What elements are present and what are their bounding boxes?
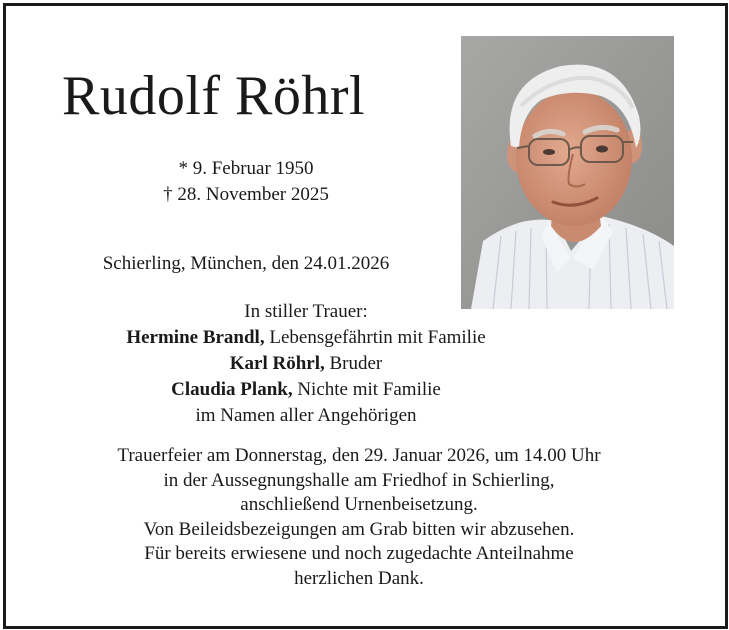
mourner-name: Claudia Plank, — [171, 379, 293, 400]
obituary-notice — [3, 3, 728, 629]
death-date: † 28. November 2025 — [163, 184, 329, 205]
service-line: Trauerfeier am Donnerstag, den 29. Januar 2026, um 14.00 Uhr — [117, 445, 601, 466]
service-line: herzlichen Dank. — [294, 567, 424, 589]
service-line: Für bereits erwiesene und noch zugedachte Anteilnahme — [144, 543, 574, 565]
deceased-name: Rudolf Röhrl — [62, 65, 366, 127]
mourner-relation: Bruder — [324, 353, 383, 374]
mourner-name: Hermine Brandl, — [126, 327, 265, 348]
portrait-photo — [461, 36, 674, 309]
mourner-name: Karl Röhrl, — [229, 353, 325, 374]
funeral-service-info — [26, 444, 692, 592]
place-and-date: Schierling, München, den 24.01.2026 — [102, 253, 390, 274]
mourner-relation: Lebensgefährtin mit Familie — [264, 327, 486, 348]
service-line: anschließend Urnenbeisetzung. — [240, 494, 478, 516]
birth-date: * 9. Februar 1950 — [178, 158, 314, 179]
mourning-heading: In stiller Trauer: — [244, 301, 368, 322]
all-relatives-line: im Namen aller Angehörigen — [195, 405, 417, 426]
mourners-block — [26, 299, 586, 429]
life-dates — [46, 156, 446, 208]
mourner-line — [26, 377, 586, 403]
mourner-line — [26, 325, 586, 351]
service-line: Von Beileidsbezeigungen am Grab bitten wir abzusehen. — [143, 518, 575, 540]
service-line: in der Aussegnungshalle am Friedhof in Schierling, — [163, 469, 555, 491]
mourner-relation: Nichte mit Familie — [292, 379, 441, 400]
mourner-line — [26, 351, 586, 377]
